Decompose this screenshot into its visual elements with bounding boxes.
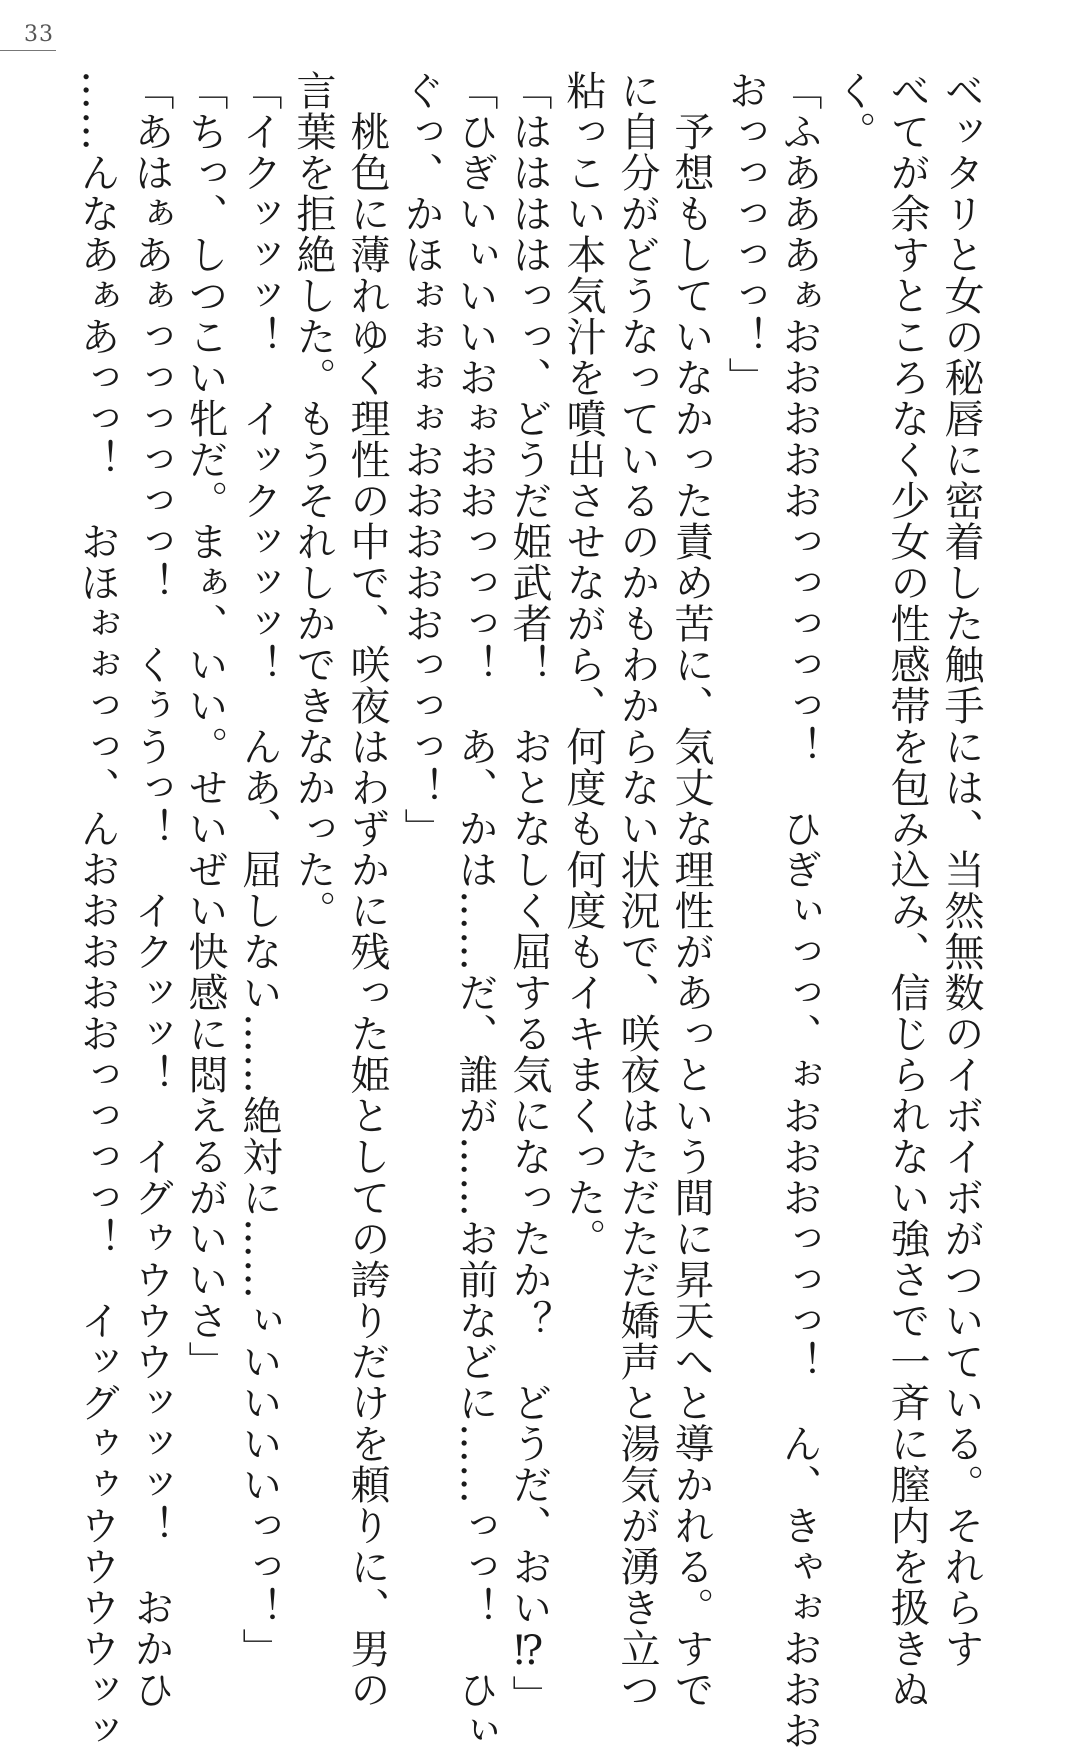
text-line: 「ははははっっ、どうだ姫武者！ おとなしく屈する気になったか？ どうだ、おい⁉」 — [506, 70, 552, 1716]
text-line: 言葉を拒絶した。もうそれしかできなかった。 — [290, 70, 336, 931]
text-line: 粘っこい本気汁を噴出させながら、何度も何度もイキまくった。 — [560, 70, 606, 1259]
text-line: ベッタリと女の秘唇に密着した触手には、当然無数のイボイボがついている。それらす — [938, 70, 984, 1669]
page-number: 33 — [24, 22, 54, 47]
text-line: 桃色に薄れゆく理性の中で、咲夜はわずかに残った姫としての誇りだけを頼りに、男の — [344, 70, 390, 1710]
text-line: 「あはぁあぁっっっっっっ！ くぅうっ！ イクッッ！ イグゥウウウッッッ！ おかひ — [128, 70, 174, 1710]
text-line: べてが余すところなく少女の性感帯を包み込み、信じられない強さで一斉に膣内を扱きぬ — [884, 70, 930, 1710]
text-line: く。 — [830, 70, 876, 152]
text-line: 予想もしていなかった責め苦に、気丈な理性があっという間に昇天へと導かれる。すで — [668, 70, 714, 1710]
text-line: おっっっっっ！」 — [722, 70, 768, 398]
text-line: 「ひぎいぃいいおぉおおっっっ！ あ、かは……だ、誰が……お前などに……っっ！ ひぃ — [452, 70, 498, 1751]
text-line: に自分がどうなっているのかもわからない状況で、咲夜はただただ嬌声と湯気が湧き立つ — [614, 70, 660, 1710]
text-line: 「ふあああぁおおおおおっっっっっ！ ひぎぃっっ、ぉおおおっっっ！ ん、きゃぉおおお — [776, 70, 822, 1751]
page-number-rule — [0, 50, 56, 51]
vertical-text-body — [70, 70, 988, 1751]
text-line: ……んなあぁあっっ！ おほぉぉっっ、んおおおおおっっっっ！ イッグゥゥウウウウッッ — [74, 70, 120, 1751]
text-line: 「イクッッッ！ イックッッッ！ んあ、屈しない……絶対に……ぃいいいいっっ！」 — [236, 70, 282, 1669]
text-line: ぐっ、かほぉぉぉぉおおおおおっっっ！」 — [398, 70, 444, 849]
text-line: 「ちっ、しつこい牝だ。まぁ、いい。せいぜい快感に悶えるがいいさ」 — [182, 70, 228, 1382]
